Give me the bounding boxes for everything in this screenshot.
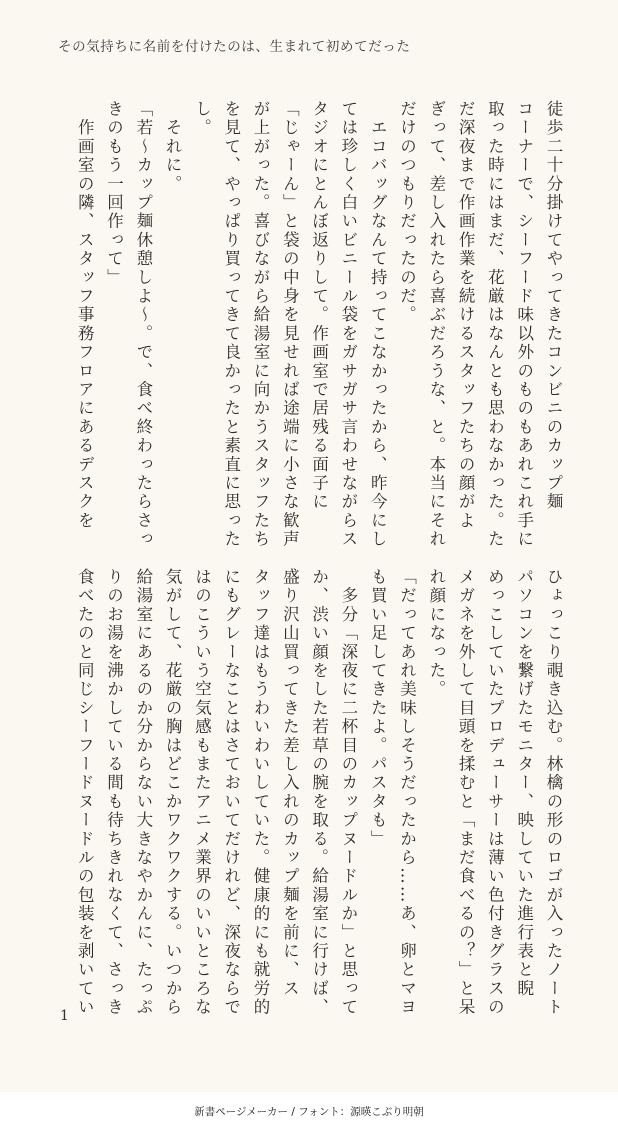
body-text-upper-tier: 徒歩二十分掛けてやってきたコンビニのカップ麺 コーナーで、シーフード味以外のものもあれこれ手に 取った時にはまだ、花厳はなんとも思わなかった。た だ深夜まで作画作業を続けるスタッフたちの顔がよ ぎって、差し入れたら喜ぶだろうな、と。本当にそれ だけのつもりだったのだ。 エコバッグなんて持ってこなかったから、昨今にし ては珍しく白いビニール袋をガサガサ言わせながらス タジオにとんぼ返りして。作画室で居残る面子に 「じゃーん」と袋の中身を見せれば途端に小さな歓声 が上がった。喜びながら給湯室に向かうスタッフたち を見て、やっぱり買ってきて良かったと素直に思った し。 それに。 「若～カップ麺休憩しよ～。で、食べ終わったらさっ きのもう一回作って」 作画室の隣、スタッフ事務フロアにあるデスクを: [75, 100, 563, 549]
body-text-lower-tier: ひょっこり覗き込む。林檎の形のロゴが入ったノート パソコンを繋げたモニター、映していた進行表と睨 めっこしていたプロデューサーは薄い色付きグラスの メガネを外して目頭を揉むと「まだ食べるの？」と呆 れ顔になった。 「だってあれ美味しそうだったから……あ、卵とマヨ も買い足してきたよ。パスタも」 多分「深夜に二杯目のカップヌードルか」と思って か、渋い顔をした若草の腕を取る。給湯室に行けば、 盛り沢山買ってきた差し入れのカップ麺を前に、ス タッフ達はもうわいわいしていた。健康的にも就労的 にもグレーなことはさておいてだけれど、深夜ならで はのこういう空気感もまたアニメ業界のいいところな 気がして、花厳の胸はどこかワクワクする。いつから 給湯室にあるのか分からない大きなやかんに、たっぷ りのお湯を沸かしている間も待ちきれなくて、さっき 食べたのと同じシーフードヌードルの包装を剥いてい: [75, 568, 563, 1017]
running-header: その気持ちに名前を付けたのは、生まれて初めてだった: [58, 39, 411, 55]
footer-credit: 新書ページメーカー / フォント：源暎こぶり明朝: [0, 1092, 618, 1132]
page-number: 1: [60, 1008, 69, 1024]
